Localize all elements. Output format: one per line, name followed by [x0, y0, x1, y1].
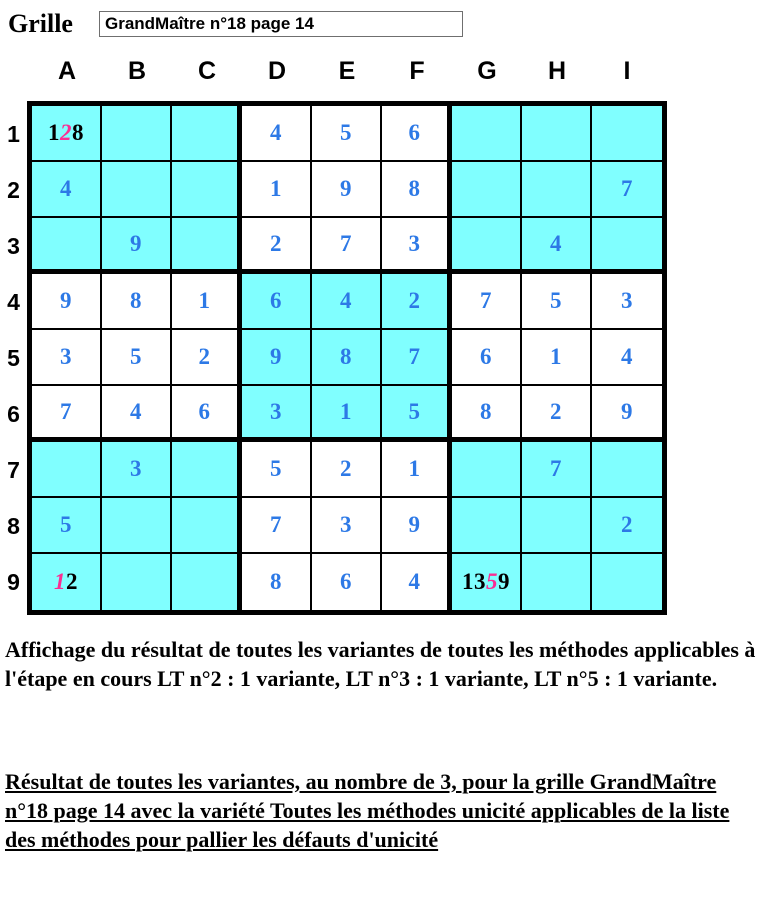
row-header-4: 4 [7, 288, 20, 315]
top-bar [0, 0, 767, 37]
cell-E2[interactable]: 9 [312, 162, 382, 218]
candidate-digit-pink: 2 [60, 120, 72, 145]
cell-F6[interactable]: 5 [382, 386, 452, 442]
board-row-1 [32, 106, 662, 162]
cell-I9[interactable] [592, 554, 662, 610]
cell-C8[interactable] [172, 498, 242, 554]
cell-H6[interactable]: 2 [522, 386, 592, 442]
board-row-2 [32, 162, 662, 218]
board-row-4 [32, 274, 662, 330]
cell-G1[interactable] [452, 106, 522, 162]
candidate-digit: 3 [474, 569, 486, 594]
row-header-9: 9 [7, 568, 20, 595]
cell-I7[interactable] [592, 442, 662, 498]
cell-A2[interactable]: 4 [32, 162, 102, 218]
cell-I3[interactable] [592, 218, 662, 274]
grille-label: Grille [8, 9, 73, 38]
cell-H8[interactable] [522, 498, 592, 554]
cell-A3[interactable] [32, 218, 102, 274]
cell-F7[interactable]: 1 [382, 442, 452, 498]
column-header-B: B [127, 57, 147, 85]
cell-C5[interactable]: 2 [172, 330, 242, 386]
cell-F2[interactable]: 8 [382, 162, 452, 218]
sudoku-board [27, 101, 667, 615]
variants-summary-text: Affichage du résultat de toutes les variantes de toutes les méthodes applicables à l'étape en cours LT n°2 : 1 variante, LT n°3 : 1 variante, LT n°5 : 1 variante. [5, 637, 756, 691]
candidate-digit: 9 [498, 569, 510, 594]
resultat-link[interactable]: Résultat de toutes les variantes, au nombre de 3, pour la grille GrandMaître n°18 page 14 avec la variété Toutes les méthodes unicité applicables de la liste des méthodes pour pallier les défauts d'unicité [5, 769, 730, 852]
sudoku-grid-area [0, 101, 767, 615]
cell-F5[interactable]: 7 [382, 330, 452, 386]
cell-H1[interactable] [522, 106, 592, 162]
board-row-9 [32, 554, 662, 610]
candidate-digit: 8 [72, 120, 84, 145]
cell-B6[interactable]: 4 [102, 386, 172, 442]
cell-A8[interactable]: 5 [32, 498, 102, 554]
cell-F4[interactable]: 2 [382, 274, 452, 330]
cell-G3[interactable] [452, 218, 522, 274]
cell-E4[interactable]: 4 [312, 274, 382, 330]
row-numbers [0, 101, 27, 615]
cell-H3[interactable]: 4 [522, 218, 592, 274]
cell-G7[interactable] [452, 442, 522, 498]
row-header-3: 3 [7, 232, 20, 259]
grid-name-input[interactable] [99, 11, 463, 37]
cell-I8[interactable]: 2 [592, 498, 662, 554]
candidate-digit-pink: 5 [486, 569, 498, 594]
cell-E3[interactable]: 7 [312, 218, 382, 274]
cell-D8[interactable]: 7 [242, 498, 312, 554]
cell-F3[interactable]: 3 [382, 218, 452, 274]
board-row-3 [32, 218, 662, 274]
cell-A1[interactable] [32, 106, 102, 162]
cell-G4[interactable]: 7 [452, 274, 522, 330]
cell-B8[interactable] [102, 498, 172, 554]
cell-I2[interactable]: 7 [592, 162, 662, 218]
cell-B4[interactable]: 8 [102, 274, 172, 330]
cell-C6[interactable]: 6 [172, 386, 242, 442]
cell-C3[interactable] [172, 218, 242, 274]
cell-I1[interactable] [592, 106, 662, 162]
cell-D3[interactable]: 2 [242, 218, 312, 274]
column-header-D: D [267, 57, 287, 85]
cell-G2[interactable] [452, 162, 522, 218]
cell-A5[interactable]: 3 [32, 330, 102, 386]
column-header-C: C [197, 57, 217, 85]
cell-F1[interactable]: 6 [382, 106, 452, 162]
cell-D9[interactable]: 8 [242, 554, 312, 610]
board-row-8 [32, 498, 662, 554]
row-header-7: 7 [7, 456, 20, 483]
cell-I5[interactable]: 4 [592, 330, 662, 386]
candidate-digit: 2 [66, 569, 78, 594]
cell-G5[interactable]: 6 [452, 330, 522, 386]
candidate-digit-pink: 1 [54, 569, 66, 594]
cell-H4[interactable]: 5 [522, 274, 592, 330]
cell-F8[interactable]: 9 [382, 498, 452, 554]
cell-A9[interactable] [32, 554, 102, 610]
row-header-8: 8 [7, 512, 20, 539]
candidate-digit: 1 [462, 569, 474, 594]
row-header-6: 6 [7, 400, 20, 427]
cell-B9[interactable] [102, 554, 172, 610]
column-header-H: H [547, 57, 567, 85]
cell-I4[interactable]: 3 [592, 274, 662, 330]
cell-D5[interactable]: 9 [242, 330, 312, 386]
board-row-7 [32, 442, 662, 498]
cell-C1[interactable] [172, 106, 242, 162]
cell-G8[interactable] [452, 498, 522, 554]
cell-F9[interactable]: 4 [382, 554, 452, 610]
cell-C7[interactable] [172, 442, 242, 498]
cell-B7[interactable]: 3 [102, 442, 172, 498]
cell-D4[interactable]: 6 [242, 274, 312, 330]
cell-A6[interactable]: 7 [32, 386, 102, 442]
column-header-I: I [623, 57, 631, 85]
board-row-5 [32, 330, 662, 386]
cell-D6[interactable]: 3 [242, 386, 312, 442]
cell-E1[interactable]: 5 [312, 106, 382, 162]
cell-H2[interactable] [522, 162, 592, 218]
row-header-1: 1 [7, 120, 20, 147]
cell-C2[interactable] [172, 162, 242, 218]
column-headers [32, 57, 767, 87]
cell-H7[interactable]: 7 [522, 442, 592, 498]
column-header-F: F [409, 57, 425, 85]
cell-E6[interactable]: 1 [312, 386, 382, 442]
row-header-5: 5 [7, 344, 20, 371]
board-row-6 [32, 386, 662, 442]
column-header-G: G [477, 57, 497, 85]
cell-C4[interactable]: 1 [172, 274, 242, 330]
cell-B1[interactable] [102, 106, 172, 162]
cell-B5[interactable]: 5 [102, 330, 172, 386]
cell-A4[interactable]: 9 [32, 274, 102, 330]
cell-E7[interactable]: 2 [312, 442, 382, 498]
cell-A7[interactable] [32, 442, 102, 498]
cell-E8[interactable]: 3 [312, 498, 382, 554]
cell-B3[interactable]: 9 [102, 218, 172, 274]
cell-E9[interactable]: 6 [312, 554, 382, 610]
cell-G9[interactable] [452, 554, 522, 610]
column-header-E: E [338, 57, 356, 85]
cell-D2[interactable]: 1 [242, 162, 312, 218]
candidate-digit: 1 [48, 120, 60, 145]
cell-E5[interactable]: 8 [312, 330, 382, 386]
cell-I6[interactable]: 9 [592, 386, 662, 442]
cell-H5[interactable]: 1 [522, 330, 592, 386]
column-header-A: A [57, 57, 77, 85]
cell-G6[interactable]: 8 [452, 386, 522, 442]
cell-B2[interactable] [102, 162, 172, 218]
cell-D1[interactable]: 4 [242, 106, 312, 162]
cell-C9[interactable] [172, 554, 242, 610]
cell-D7[interactable]: 5 [242, 442, 312, 498]
row-header-2: 2 [7, 176, 20, 203]
cell-H9[interactable] [522, 554, 592, 610]
